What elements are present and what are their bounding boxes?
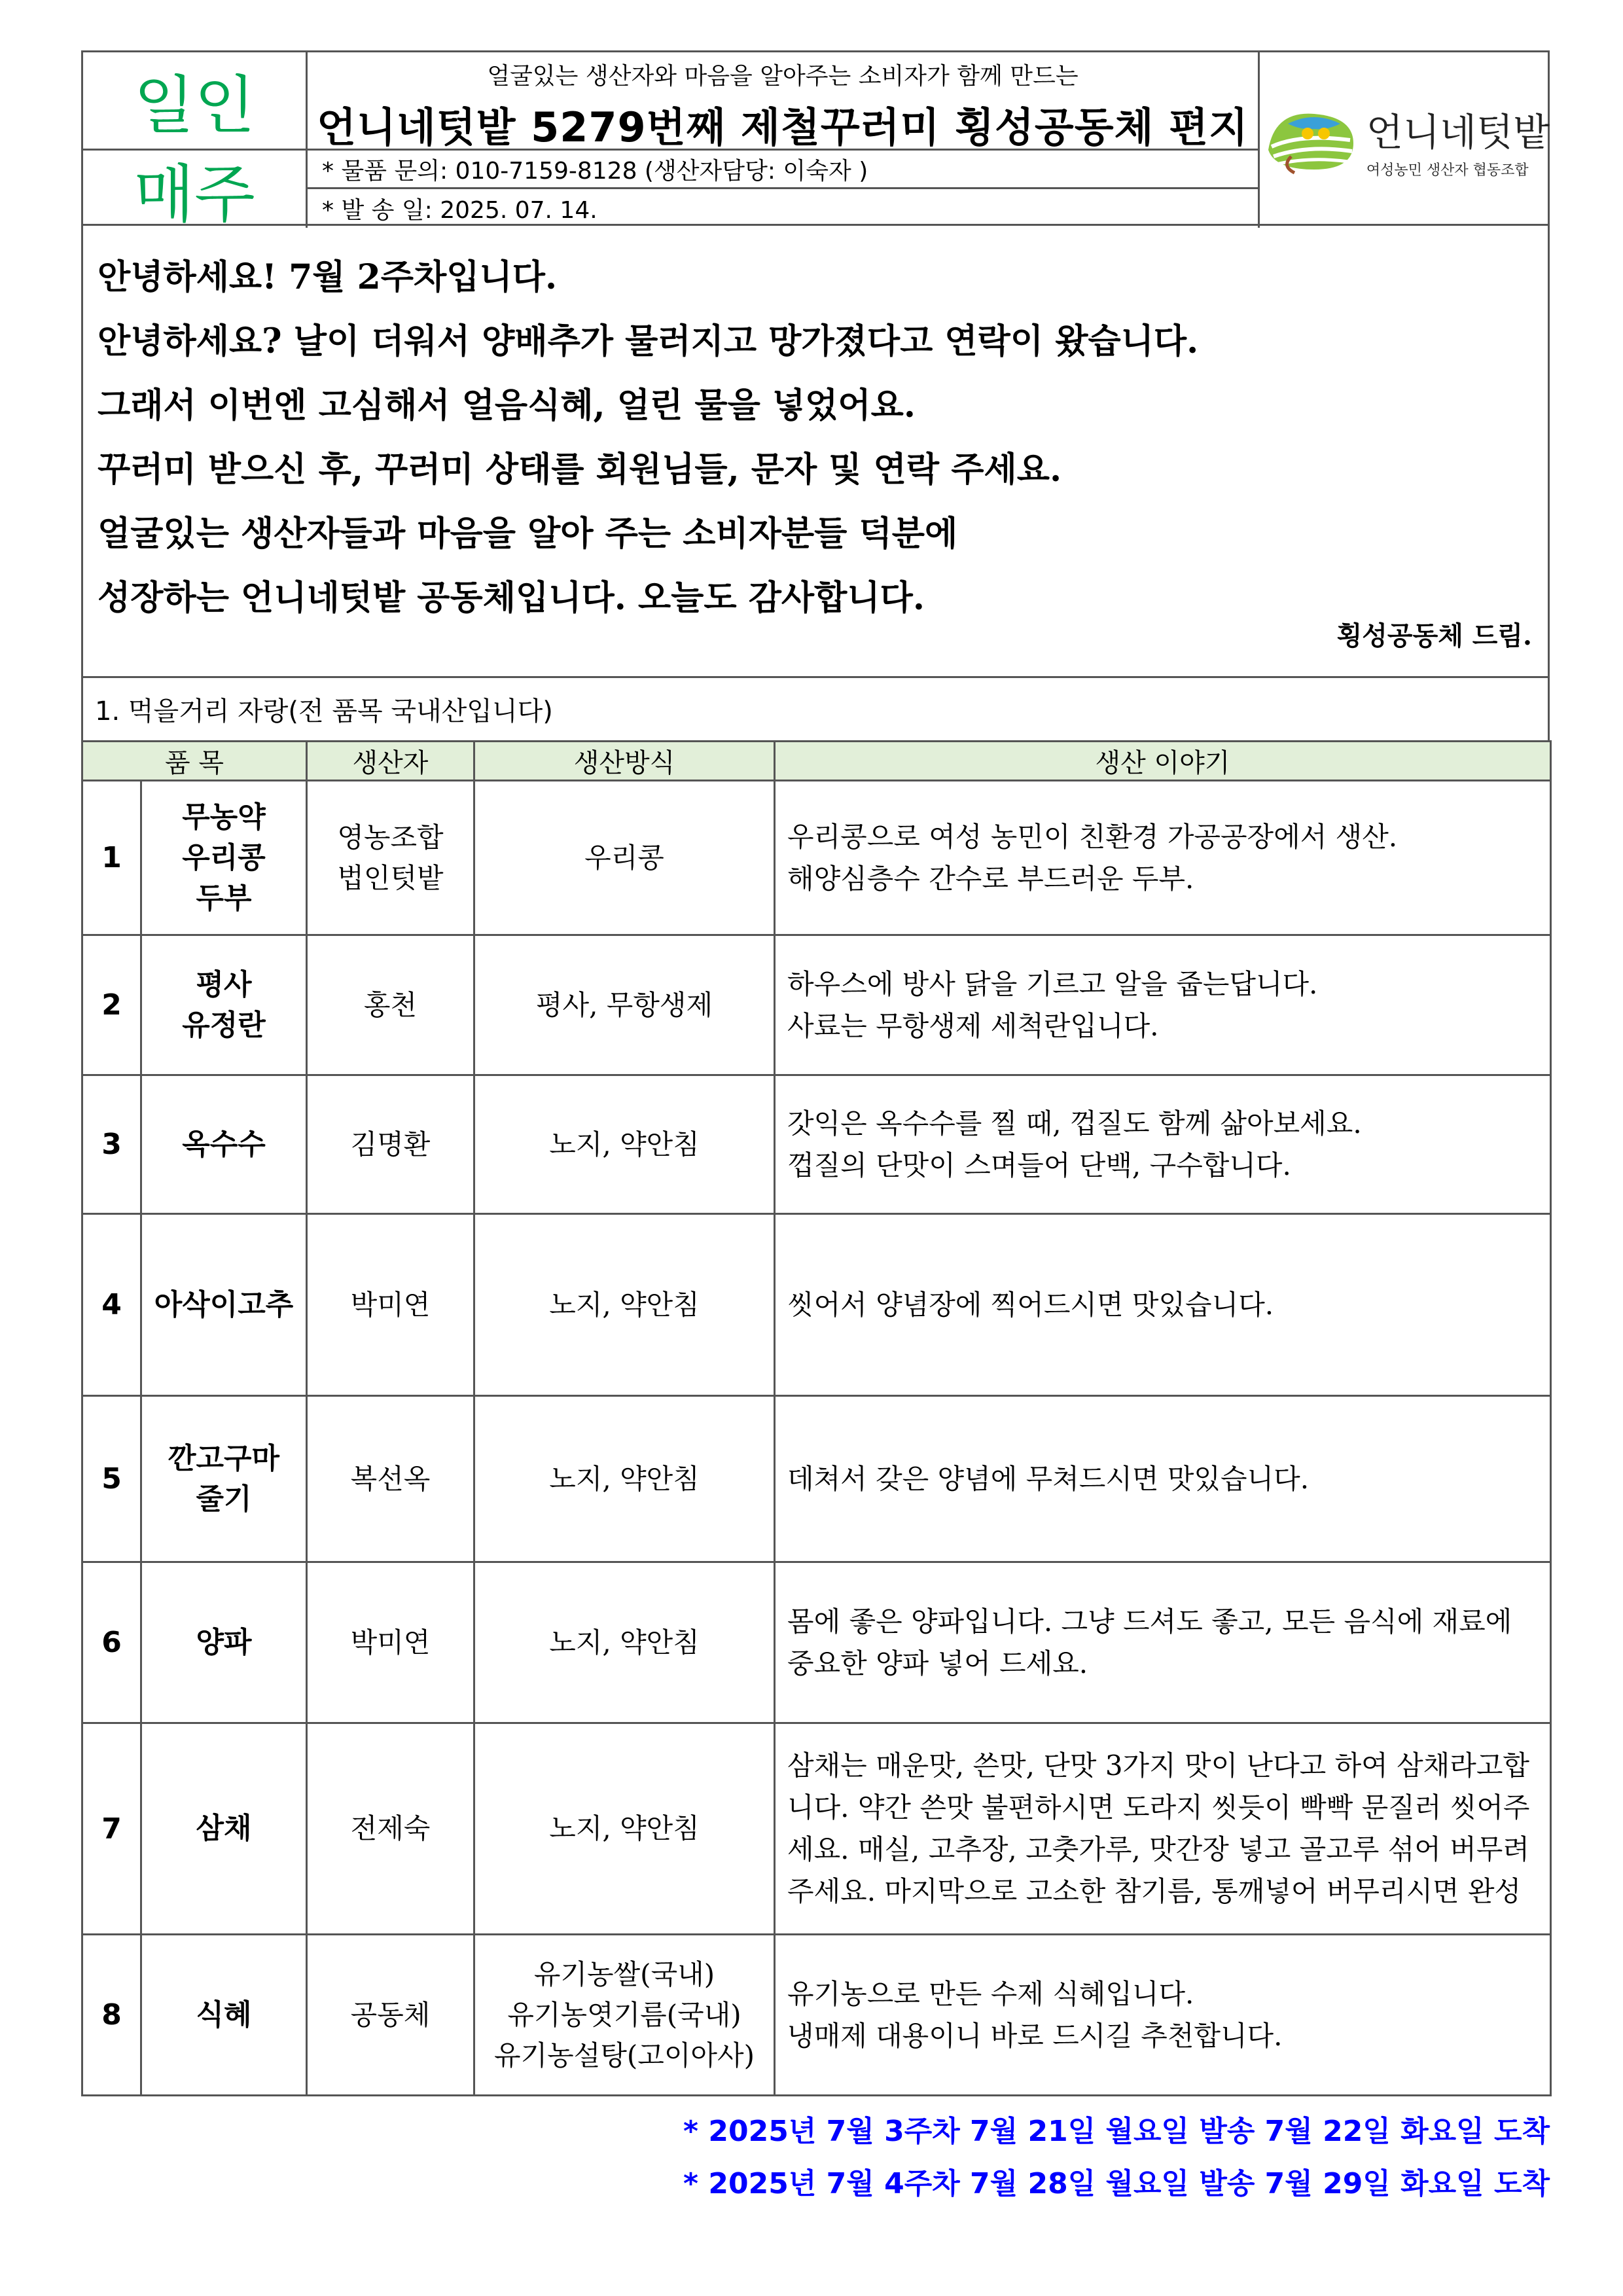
row-number: 2 bbox=[82, 935, 141, 1075]
logo-subtitle: 여성농민 생산자 협동조합 bbox=[1366, 162, 1529, 179]
story: 몸에 좋은 양파입니다. 그냥 드셔도 좋고, 모든 음식에 재료에 중요한 양파 넣어 드세요. bbox=[775, 1562, 1551, 1723]
letter-sheet bbox=[81, 50, 1550, 2096]
story: 씻어서 양념장에 찍어드시면 맛있습니다. bbox=[775, 1214, 1551, 1396]
tag-top: 일인 bbox=[83, 52, 306, 151]
item-name: 양파 bbox=[141, 1562, 307, 1723]
method: 노지, 약안침 bbox=[474, 1562, 775, 1723]
greeting-line: 그래서 이번엔 고심해서 얼음식혜, 얼린 물을 넣었어요. bbox=[98, 386, 916, 425]
page-title: 언니네텃밭 5279번째 제철꾸러미 횡성공동체 편지 bbox=[317, 103, 1249, 151]
col-method: 생산방식 bbox=[474, 742, 775, 781]
producer: 홍천 bbox=[307, 935, 474, 1075]
item-name: 무농약 우리콩 두부 bbox=[141, 781, 307, 935]
story: 우리콩으로 여성 농민이 친환경 가공공장에서 생산. 해양심층수 간수로 부드러운 두부. bbox=[775, 781, 1551, 935]
section-title: 1. 먹을거리 자랑(전 품목 국내산입니다) bbox=[81, 678, 1550, 740]
row-number: 6 bbox=[82, 1562, 141, 1723]
table-row bbox=[82, 935, 1551, 1075]
header-tag bbox=[83, 52, 308, 231]
logo-block bbox=[1260, 52, 1552, 228]
signature: 횡성공동체 드림. bbox=[1336, 620, 1532, 651]
logo-name: 언니네텃밭 bbox=[1366, 109, 1550, 154]
table-row bbox=[82, 1935, 1551, 2096]
producer: 전제숙 bbox=[307, 1723, 474, 1935]
story: 데쳐서 갖은 양념에 무쳐드시면 맛있습니다. bbox=[775, 1396, 1551, 1562]
method: 노지, 약안침 bbox=[474, 1075, 775, 1214]
table-row bbox=[82, 1562, 1551, 1723]
story: 삼채는 매운맛, 쓴맛, 단맛 3가지 맛이 난다고 하여 삼채라고합니다. 약간 쓴맛 불편하시면 도라지 씻듯이 빡빡 문질러 씻어주세요. 매실, 고추장, 고춧가루, 맛간장 넣고 골고루 섞어 버무려주세요. 마지막으로 고소한 참기름, 통깨넣어 버무리시면 완성 bbox=[775, 1723, 1551, 1935]
method: 노지, 약안침 bbox=[474, 1723, 775, 1935]
field-logo-icon bbox=[1262, 104, 1360, 176]
row-number: 5 bbox=[82, 1396, 141, 1562]
contact-line: * 물품 문의: 010-7159-8128 (생산자담당: 이숙자 ) bbox=[308, 151, 1258, 189]
row-number: 3 bbox=[82, 1075, 141, 1214]
item-name: 삼채 bbox=[141, 1723, 307, 1935]
method: 우리콩 bbox=[474, 781, 775, 935]
method: 노지, 약안침 bbox=[474, 1214, 775, 1396]
header-title-block bbox=[308, 52, 1258, 151]
table-row bbox=[82, 1214, 1551, 1396]
story: 갓익은 옥수수를 찔 때, 껍질도 함께 삶아보세요. 껍질의 단맛이 스며들어 단백, 구수합니다. bbox=[775, 1075, 1551, 1214]
producer: 영농조합 법인텃밭 bbox=[307, 781, 474, 935]
delivery-note: * 2025년 7월 3주차 7월 21일 월요일 발송 7월 22일 화요일 도착 bbox=[683, 2115, 1550, 2148]
letter-header bbox=[81, 50, 1550, 231]
item-name: 식혜 bbox=[141, 1935, 307, 2096]
story: 유기농으로 만든 수제 식혜입니다. 냉매제 대용이니 바로 드시길 추천합니다. bbox=[775, 1935, 1551, 2096]
row-number: 1 bbox=[82, 781, 141, 935]
method: 평사, 무항생제 bbox=[474, 935, 775, 1075]
product-table bbox=[81, 740, 1552, 2096]
table-row bbox=[82, 1723, 1551, 1935]
producer: 김명환 bbox=[307, 1075, 474, 1214]
greeting-line: 안녕하세요! 7월 2주차입니다. bbox=[98, 257, 558, 297]
row-number: 8 bbox=[82, 1935, 141, 2096]
item-name: 아삭이고추 bbox=[141, 1214, 307, 1396]
table-row bbox=[82, 781, 1551, 935]
tag-bottom: 매주 bbox=[134, 157, 255, 231]
producer: 공동체 bbox=[307, 1935, 474, 2096]
header-subtitle: 얼굴있는 생산자와 마음을 알아주는 소비자가 함께 만드는 bbox=[487, 63, 1079, 90]
delivery-note: * 2025년 7월 4주차 7월 28일 월요일 발송 7월 29일 화요일 도착 bbox=[683, 2167, 1550, 2200]
producer: 복선옥 bbox=[307, 1396, 474, 1562]
greeting-line: 얼굴있는 생산자들과 마음을 알아 주는 소비자분들 덕분에 bbox=[98, 514, 958, 554]
col-story: 생산 이야기 bbox=[775, 742, 1551, 781]
greeting-box bbox=[81, 226, 1550, 678]
item-name: 깐고구마 줄기 bbox=[141, 1396, 307, 1562]
producer: 박미연 bbox=[307, 1562, 474, 1723]
greeting-line: 성장하는 언니네텃밭 공동체입니다. 오늘도 감사합니다. bbox=[98, 578, 925, 618]
method: 유기농쌀(국내) 유기농엿기름(국내) 유기농설탕(고이아사) bbox=[474, 1935, 775, 2096]
header-main bbox=[308, 52, 1260, 228]
col-item: 품 목 bbox=[82, 742, 307, 781]
table-row bbox=[82, 1075, 1551, 1214]
greeting-line: 안녕하세요? 날이 더워서 양배추가 물러지고 망가졌다고 연락이 왔습니다. bbox=[98, 321, 1199, 361]
row-number: 7 bbox=[82, 1723, 141, 1935]
col-maker: 생산자 bbox=[307, 742, 474, 781]
producer: 박미연 bbox=[307, 1214, 474, 1396]
table-row bbox=[82, 1396, 1551, 1562]
send-date-line: * 발 송 일: 2025. 07. 14. bbox=[322, 197, 597, 224]
item-name: 옥수수 bbox=[141, 1075, 307, 1214]
item-name: 평사 유정란 bbox=[141, 935, 307, 1075]
greeting-line: 꾸러미 받으신 후, 꾸러미 상태를 회원님들, 문자 및 연락 주세요. bbox=[98, 450, 1062, 490]
table-header-row bbox=[82, 742, 1551, 781]
row-number: 4 bbox=[82, 1214, 141, 1396]
method: 노지, 약안침 bbox=[474, 1396, 775, 1562]
story: 하우스에 방사 닭을 기르고 알을 줍는답니다. 사료는 무항생제 세척란입니다. bbox=[775, 935, 1551, 1075]
